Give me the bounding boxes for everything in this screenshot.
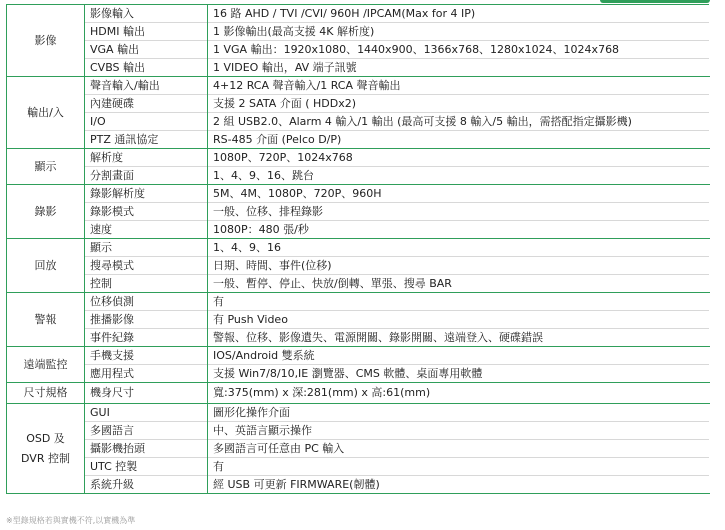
spec-item-label: 速度 xyxy=(85,221,208,239)
spec-item-value: 經 USB 可更新 FIRMWARE(韌體) xyxy=(208,476,710,494)
category-cell xyxy=(7,185,85,239)
spec-item-value: 圖形化操作介面 xyxy=(208,404,710,422)
spec-item-value: 中、英語言顯示操作 xyxy=(208,422,710,440)
spec-item-label: PTZ 通訊協定 xyxy=(85,131,208,149)
spec-item-value: 1、4、9、16 xyxy=(208,239,710,257)
spec-item-value: 寬:375(mm) x 深:281(mm) x 高:61(mm) xyxy=(208,383,710,404)
category-label: 尺寸規格 xyxy=(23,386,68,399)
spec-row xyxy=(7,458,710,476)
spec-item-label: 位移偵測 xyxy=(85,293,208,311)
spec-item-value: IOS/Android 雙系統 xyxy=(208,347,710,365)
spec-item-label: GUI xyxy=(85,404,208,422)
spec-item-label: VGA 輸出 xyxy=(85,41,208,59)
spec-row xyxy=(7,311,710,329)
spec-item-label: 影像輸入 xyxy=(85,5,208,23)
spec-row xyxy=(7,221,710,239)
category-label: 警報 xyxy=(34,312,57,326)
spec-item-label: 系統升級 xyxy=(85,476,208,494)
category-cell xyxy=(7,383,85,404)
spec-item-label: 事件紀錄 xyxy=(85,329,208,347)
spec-item-label: CVBS 輸出 xyxy=(85,59,208,77)
spec-item-value: 有 xyxy=(208,293,710,311)
spec-item-label: 手機支援 xyxy=(85,347,208,365)
spec-item-label: 應用程式 xyxy=(85,365,208,383)
spec-item-label: 控制 xyxy=(85,275,208,293)
spec-row xyxy=(7,167,710,185)
category-label: 錄影 xyxy=(34,204,57,218)
spec-item-value: 支援 2 SATA 介面 ( HDDx2) xyxy=(208,95,710,113)
spec-item-label: 錄影模式 xyxy=(85,203,208,221)
spec-table-body xyxy=(7,5,710,494)
category-label: OSD 及 DVR 控制 xyxy=(21,431,70,465)
spec-row xyxy=(7,365,710,383)
spec-row xyxy=(7,293,710,311)
spec-item-label: 推播影像 xyxy=(85,311,208,329)
spec-item-value: 有 xyxy=(208,458,710,476)
spec-item-value: 有 Push Video xyxy=(208,311,710,329)
spec-item-value: 日期、時間、事件(位移) xyxy=(208,257,710,275)
spec-item-label: 分割畫面 xyxy=(85,167,208,185)
spec-item-label: 攝影機抬頭 xyxy=(85,440,208,458)
spec-row xyxy=(7,239,710,257)
footnote: ※型錄規格若與實機不符,以實機為準 xyxy=(6,516,136,525)
spec-item-label: 解析度 xyxy=(85,149,208,167)
spec-item-label: 錄影解析度 xyxy=(85,185,208,203)
category-label: 影像 xyxy=(34,33,57,47)
spec-row xyxy=(7,329,710,347)
spec-item-label: 顯示 xyxy=(85,239,208,257)
spec-item-value: 一般、暫停、停止、快放/倒轉、單張、搜尋 BAR xyxy=(208,275,710,293)
category-cell xyxy=(7,293,85,347)
spec-row xyxy=(7,41,710,59)
spec-row xyxy=(7,383,710,404)
spec-item-label: HDMI 輸出 xyxy=(85,23,208,41)
spec-item-label: 搜尋模式 xyxy=(85,257,208,275)
category-label: 顯示 xyxy=(34,159,57,173)
spec-item-value: 1080P：480 張/秒 xyxy=(208,221,710,239)
spec-item-value: RS-485 介面 (Pelco D/P) xyxy=(208,131,710,149)
spec-row xyxy=(7,131,710,149)
spec-row xyxy=(7,77,710,95)
spec-item-value: 16 路 AHD / TVI /CVI/ 960H /IPCAM(Max for 4 IP) xyxy=(208,5,710,23)
category-cell xyxy=(7,347,85,383)
spec-row xyxy=(7,404,710,422)
spec-item-value: 警報、位移、影像遺失、電源開關、錄影開關、遠端登入、硬碟錯誤 xyxy=(208,329,710,347)
spec-row xyxy=(7,476,710,494)
category-cell xyxy=(7,404,85,494)
header-accent-bar xyxy=(600,0,710,3)
category-cell xyxy=(7,77,85,149)
spec-item-value: 一般、位移、排程錄影 xyxy=(208,203,710,221)
spec-row xyxy=(7,275,710,293)
spec-item-value: 1、4、9、16、跳台 xyxy=(208,167,710,185)
spec-row xyxy=(7,149,710,167)
spec-item-value: 4+12 RCA 聲音輸入/1 RCA 聲音輸出 xyxy=(208,77,710,95)
spec-row xyxy=(7,347,710,365)
spec-item-value: 1 VIDEO 輸出，AV 端子訊號 xyxy=(208,59,710,77)
spec-row xyxy=(7,59,710,77)
spec-item-label: UTC 控製 xyxy=(85,458,208,476)
spec-row xyxy=(7,203,710,221)
spec-row xyxy=(7,113,710,131)
spec-table xyxy=(6,4,710,494)
category-cell xyxy=(7,239,85,293)
spec-item-label: 聲音輸入/輸出 xyxy=(85,77,208,95)
spec-item-value: 支援 Win7/8/10,IE 瀏覽器、CMS 軟體、桌面專用軟體 xyxy=(208,365,710,383)
spec-item-label: I/O xyxy=(85,113,208,131)
spec-item-value: 1 VGA 輸出：1920x1080、1440x900、1366x768、1280x1024、1024x768 xyxy=(208,41,710,59)
spec-item-label: 多國語言 xyxy=(85,422,208,440)
spec-item-label: 內建硬碟 xyxy=(85,95,208,113)
spec-item-value: 1080P、720P、1024x768 xyxy=(208,149,710,167)
spec-row xyxy=(7,95,710,113)
category-cell xyxy=(7,5,85,77)
spec-item-value: 多國語言可任意由 PC 輸入 xyxy=(208,440,710,458)
spec-item-value: 2 組 USB2.0、Alarm 4 輸入/1 輸出 (最高可支援 8 輸入/5 輸出，需搭配指定攝影機) xyxy=(208,113,710,131)
spec-row xyxy=(7,5,710,23)
category-cell xyxy=(7,149,85,185)
spec-item-label: 機身尺寸 xyxy=(85,383,208,404)
spec-row xyxy=(7,422,710,440)
spec-row xyxy=(7,257,710,275)
category-label: 回放 xyxy=(34,258,57,272)
spec-item-value: 5M、4M、1080P、720P、960H xyxy=(208,185,710,203)
spec-row xyxy=(7,440,710,458)
category-label: 遠端監控 xyxy=(23,357,68,371)
spec-row xyxy=(7,185,710,203)
category-label: 輸出/入 xyxy=(27,105,64,119)
spec-item-value: 1 影像輸出(最高支援 4K 解析度) xyxy=(208,23,710,41)
spec-row xyxy=(7,23,710,41)
